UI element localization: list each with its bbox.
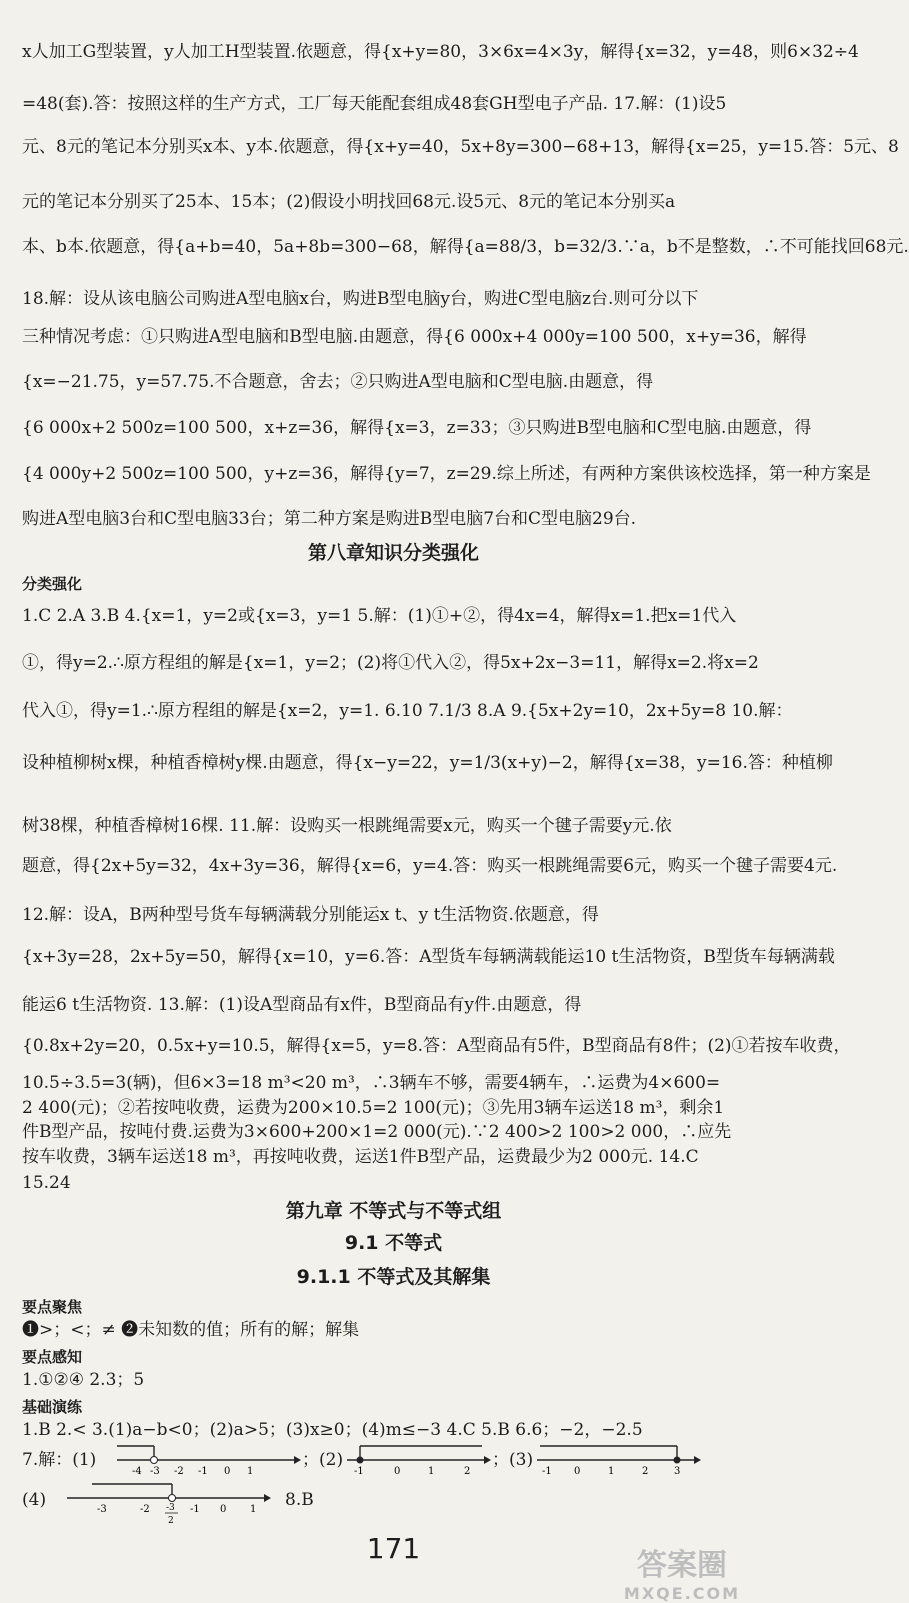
text-line: {0.8x+2y=20，0.5x+y=10.5，解得{x=5，y=8.答：A型商品有5件，B型商品有8件；(2)①若按车收费， bbox=[22, 1036, 851, 1056]
text-line: 12.解：设A，B两种型号货车每辆满载分别能运x t、y t生活物资.依题意，得 bbox=[22, 905, 599, 925]
tick-label: -1 bbox=[542, 1466, 552, 1477]
text-line: x人加工G型装置，y人加工H型装置.依题意，得{x+y=80，3×6x=4×3y，解得{x=32，y=48，则6×32÷4 bbox=[22, 42, 859, 62]
page-number: 171 bbox=[366, 1532, 421, 1565]
text-line: ；(3) bbox=[492, 1450, 534, 1470]
section-label: 分类强化 bbox=[22, 575, 83, 593]
text-line: 代入①，得y=1.∴原方程组的解是{x=2，y=1. 6.10 7.1/3 8.A 9.{5x+2y=10，2x+5y=8 10.解： bbox=[22, 701, 793, 721]
tick-label: -2 bbox=[174, 1466, 184, 1477]
text-line: 7.解：(1) bbox=[22, 1450, 97, 1470]
watermark-logo: 答案圈 MXQE.COM bbox=[623, 1548, 741, 1603]
subsection-heading: 9.1.1 不等式及其解集 bbox=[296, 1266, 491, 1288]
tick-label: 0 bbox=[224, 1466, 231, 1477]
text-line: 元的笔记本分别买了25本、15本；(2)假设小明找回68元.设5元、8元的笔记本分别买a bbox=[22, 192, 676, 212]
text-line: 题意，得{2x+5y=32，4x+3y=36，解得{x=6，y=4.答：购买一根跳绳需要6元，购买一个毽子需要4元. bbox=[22, 856, 838, 876]
text-line: {x=−21.75，y=57.75.不合题意，舍去；②只购进A型电脑和C型电脑.由题意，得 bbox=[22, 372, 654, 392]
text-line: 1.C 2.A 3.B 4.{x=1，y=2或{x=3，y=1 5.解：(1)①+②，得4x=4，解得x=1.把x=1代入 bbox=[22, 606, 737, 626]
number-line-2 bbox=[342, 1440, 492, 1478]
text-line: 树38棵，种植香樟树16棵. 11.解：设购买一根跳绳需要x元，购买一个毽子需要y元.依 bbox=[22, 816, 672, 836]
tick-label: -3 bbox=[166, 1503, 175, 1513]
text-line: 2 400(元)；②若按吨收费，运费为200×10.5=2 100(元)；③先用3辆车运送18 m³，剩余1 bbox=[22, 1098, 725, 1118]
section-heading: 9.1 不等式 bbox=[344, 1232, 443, 1254]
text-line: {x+3y=28，2x+5y=50，解得{x=10，y=6.答：A型货车每辆满载能运10 t生活物资，B型货车每辆满载 bbox=[22, 947, 835, 967]
tick-label: -3 bbox=[150, 1466, 160, 1477]
chapter-heading: 第九章 不等式与不等式组 bbox=[285, 1200, 502, 1222]
tick-label: 2 bbox=[642, 1466, 649, 1477]
number-line-3 bbox=[532, 1440, 702, 1478]
text-line: 15.24 bbox=[22, 1173, 71, 1193]
tick-label: 1 bbox=[250, 1504, 257, 1515]
text-line: 8.B bbox=[285, 1490, 314, 1510]
tick-label: -1 bbox=[354, 1466, 364, 1477]
number-line-1 bbox=[112, 1440, 302, 1478]
text-line: ❶>；<；≠ ❷未知数的值；所有的解；解集 bbox=[22, 1320, 360, 1340]
text-line: 1.①②④ 2.3；5 bbox=[22, 1370, 145, 1390]
tick-label: 2 bbox=[464, 1466, 471, 1477]
text-line: 能运6 t生活物资. 13.解：(1)设A型商品有x件，B型商品有y件.由题意，得 bbox=[22, 995, 582, 1015]
tick-label: -3 bbox=[97, 1504, 107, 1515]
tick-label: 1 bbox=[608, 1466, 615, 1477]
tick-label: -1 bbox=[190, 1504, 200, 1515]
text-line: {4 000y+2 500z=100 500，y+z=36，解得{y=7，z=29.综上所述，有两种方案供该校选择，第一种方案是 bbox=[22, 464, 871, 484]
text-line: 10.5÷3.5=3(辆)，但6×3=18 m³<20 m³，∴3辆车不够，需要4辆车，∴运费为4×600= bbox=[22, 1073, 721, 1093]
section-label: 基础演练 bbox=[22, 1398, 83, 1416]
section-label: 要点感知 bbox=[22, 1348, 83, 1366]
text-line: 本、b本.依题意，得{a+b=40，5a+8b=300−68，解得{a=88/3，b=32/3.∵a，b不是整数，∴不可能找回68元. bbox=[22, 237, 909, 257]
text-line: 1.B 2.< 3.(1)a−b<0；(2)a>5；(3)x≥0；(4)m≤−3 4.C 5.B 6.6；−2，−2.5 bbox=[22, 1420, 643, 1440]
tick-label: -2 bbox=[140, 1504, 150, 1515]
text-line: 三种情况考虑：①只购进A型电脑和B型电脑.由题意，得{6 000x+4 000y=100 500，x+y=36，解得 bbox=[22, 327, 807, 347]
text-line: 18.解：设从该电脑公司购进A型电脑x台，购进B型电脑y台，购进C型电脑z台.则可分以下 bbox=[22, 289, 699, 309]
tick-label: 1 bbox=[247, 1466, 254, 1477]
text-line: 元、8元的笔记本分别买x本、y本.依题意，得{x+y=40，5x+8y=300−68+13，解得{x=25，y=15.答：5元、8 bbox=[22, 137, 899, 157]
tick-label: -4 bbox=[132, 1466, 142, 1477]
text-line: 按车收费，3辆车运送18 m³，再按吨收费，运送1件B型产品，运费最少为2 000元. 14.C bbox=[22, 1147, 699, 1167]
tick-label: 0 bbox=[574, 1466, 581, 1477]
tick-label: 3 bbox=[674, 1466, 681, 1477]
tick-label: 1 bbox=[428, 1466, 435, 1477]
text-line: 件B型产品，按吨付费.运费为3×600+200×1=2 000(元).∵2 400>2 100>2 000，∴应先 bbox=[22, 1122, 732, 1142]
number-line-4 bbox=[62, 1478, 272, 1530]
text-line: (4) bbox=[22, 1490, 47, 1510]
text-line: =48(套).答：按照这样的生产方式，工厂每天能配套组成48套GH型电子产品. 17.解：(1)设5 bbox=[22, 94, 727, 114]
tick-label: 0 bbox=[220, 1504, 227, 1515]
text-line: ；(2) bbox=[302, 1450, 344, 1470]
section-label: 要点聚焦 bbox=[22, 1298, 83, 1316]
chapter-heading: 第八章知识分类强化 bbox=[307, 542, 479, 564]
tick-label: 2 bbox=[168, 1516, 174, 1526]
tick-label: -1 bbox=[198, 1466, 208, 1477]
text-line: {6 000x+2 500z=100 500，x+z=36，解得{x=3，z=33；③只购进B型电脑和C型电脑.由题意，得 bbox=[22, 418, 812, 438]
text-line: 购进A型电脑3台和C型电脑33台；第二种方案是购进B型电脑7台和C型电脑29台. bbox=[22, 509, 637, 529]
text-line: ①，得y=2.∴原方程组的解是{x=1，y=2；(2)将①代入②，得5x+2x−3=11，解得x=2.将x=2 bbox=[22, 653, 759, 673]
tick-label: 0 bbox=[394, 1466, 401, 1477]
text-line: 设种植柳树x棵，种植香樟树y棵.由题意，得{x−y=22，y=1/3(x+y)−2，解得{x=38，y=16.答：种植柳 bbox=[22, 753, 833, 773]
